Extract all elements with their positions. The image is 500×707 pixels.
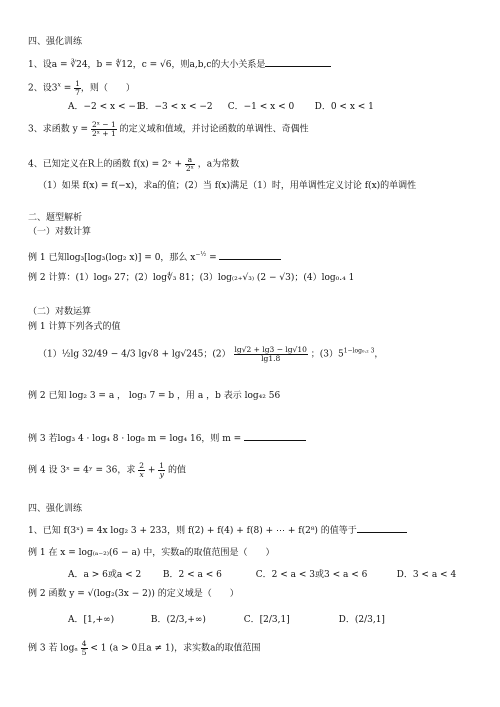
example-4: 例 2 已知 log₂ 3 = a ， log₃ 7 = b ，用 a ，b 表示 log₄₂ 56 bbox=[28, 391, 281, 401]
example-6: 例 4 设 3ˣ = 4ʸ = 36，求 $\frac{2}{x}$ + $\frac{1}{y}$ 的值 bbox=[28, 461, 186, 479]
fraction: $\frac{\text{2ˣ − 1}}{\text{2ˣ + 1}}$ bbox=[91, 120, 116, 138]
example-1: 例 1 已知log₃[log₃(log₂ x)] = 0，那么 $x^{-\frac{1}{2}}$ = bbox=[28, 251, 281, 264]
option-c: C．−1 < x < 0 bbox=[227, 102, 295, 112]
answer-blank bbox=[357, 524, 407, 533]
fraction: $\frac{4}{5}$ bbox=[81, 639, 87, 657]
question-4-parts: （1）如果 f(x) = f(−x)，求a的值；(2）当 f(x)满足（1）时，用单调性定义讨论 f(x)的单调性 bbox=[38, 181, 417, 191]
training-example-1-options bbox=[68, 571, 456, 581]
question-2: 2、设$3^x$ = $\frac{1}{7}$ ，则（ ） bbox=[28, 79, 135, 97]
section-title-training: 四、强化训练 bbox=[28, 37, 83, 47]
option-b: B．2 < a < 6 bbox=[162, 570, 222, 580]
option-a: A．a > 6或a < 2 bbox=[68, 570, 142, 580]
fraction: $\frac{1}{7}$ bbox=[75, 79, 80, 97]
example-5: 例 3 若log₃ 4 · log₄ 8 · log₈ m = log₄ 16，则 m = bbox=[28, 432, 306, 445]
fraction: $\frac{a}{\text{2ˣ}}$ bbox=[185, 155, 194, 173]
question-4: 4、已知定义在R上的函数 f(x) = 2ˣ + $\frac{a}{\text{2ˣ}}$ ，a为常数 bbox=[28, 155, 240, 173]
training-example-2-options bbox=[68, 616, 385, 626]
option-c: C．2 < a < 3或3 < a < 6 bbox=[255, 570, 368, 580]
option-d: D．0 < x < 1 bbox=[314, 102, 374, 112]
training-example-3: 例 3 若 logₐ $\frac{4}{5}$ < 1 (a > 0且a ≠ 1)，求实数a的取值范围 bbox=[28, 639, 261, 657]
question-2-options bbox=[68, 103, 374, 113]
example-3-title: 例 1 计算下列各式的值 bbox=[28, 322, 121, 332]
example-2: 例 2 计算：(1）log₉ 27；(2）log∜₃ 81；(3）log₍₂₊√₃₎ (2 − √3)；(4）log₀.₄ 1 bbox=[28, 273, 355, 283]
option-a: A．[1,+∞) bbox=[68, 615, 115, 625]
section-title-training-2: 四、强化训练 bbox=[28, 504, 83, 514]
fraction: $\frac{1}{y}$ bbox=[159, 461, 165, 479]
subsection-log-ops: （二）对数运算 bbox=[28, 307, 92, 317]
example-3-expressions: （1）½lg 32/49 − 4/3 lg√8 + lg√245；(2） $\frac{\lg√2 + \lg 3 - \lg√10}{\lg 1.8}$ ；$(3)5^{1-log_0._2 3}$， bbox=[38, 345, 384, 363]
subsection-log-calc: （一）对数计算 bbox=[28, 227, 92, 237]
training-example-1: 例 1 在 x = log₍ₐ₋₂₎(6 − a) 中，实数a的取值范围是（ ） bbox=[28, 548, 275, 558]
training-question-1: 1、已知 f(3ˣ) = 4x log₂ 3 + 233，则 f(2) + f(4) + f(8) + ⋯ + f(2⁸) 的值等于 bbox=[28, 524, 407, 537]
option-a: A．−2 < x < −1 bbox=[68, 102, 142, 112]
answer-blank bbox=[265, 58, 331, 67]
section-title-analysis: 二、题型解析 bbox=[28, 213, 83, 223]
question-3: 3、求函数 y = $\frac{\text{2ˣ − 1}}{\text{2ˣ + 1}}$ 的定义域和值域，并讨论函数的单调性、奇偶性 bbox=[28, 120, 309, 138]
training-example-2: 例 2 函数 y = √(log₂(3x − 2)) 的定义域是（ ） bbox=[28, 589, 239, 599]
option-c: C．[2/3,1] bbox=[243, 615, 290, 625]
answer-blank bbox=[244, 432, 306, 441]
option-d: D．3 < a < 4 bbox=[396, 570, 457, 580]
answer-blank bbox=[219, 251, 281, 260]
option-b: B．(2/3,+∞) bbox=[150, 615, 206, 625]
option-b: B．−3 < x < −2 bbox=[138, 102, 213, 112]
fraction: $\frac{\lg√2 + \lg 3 - \lg√10}{\lg 1.8}$ bbox=[234, 345, 307, 363]
option-d: D．(2/3,1] bbox=[338, 615, 385, 625]
question-1: 1、设a = ∛24，b = ∜12，c = √6，则a,b,c的大小关系是 bbox=[28, 58, 331, 71]
fraction: $\frac{2}{x}$ bbox=[139, 461, 145, 479]
